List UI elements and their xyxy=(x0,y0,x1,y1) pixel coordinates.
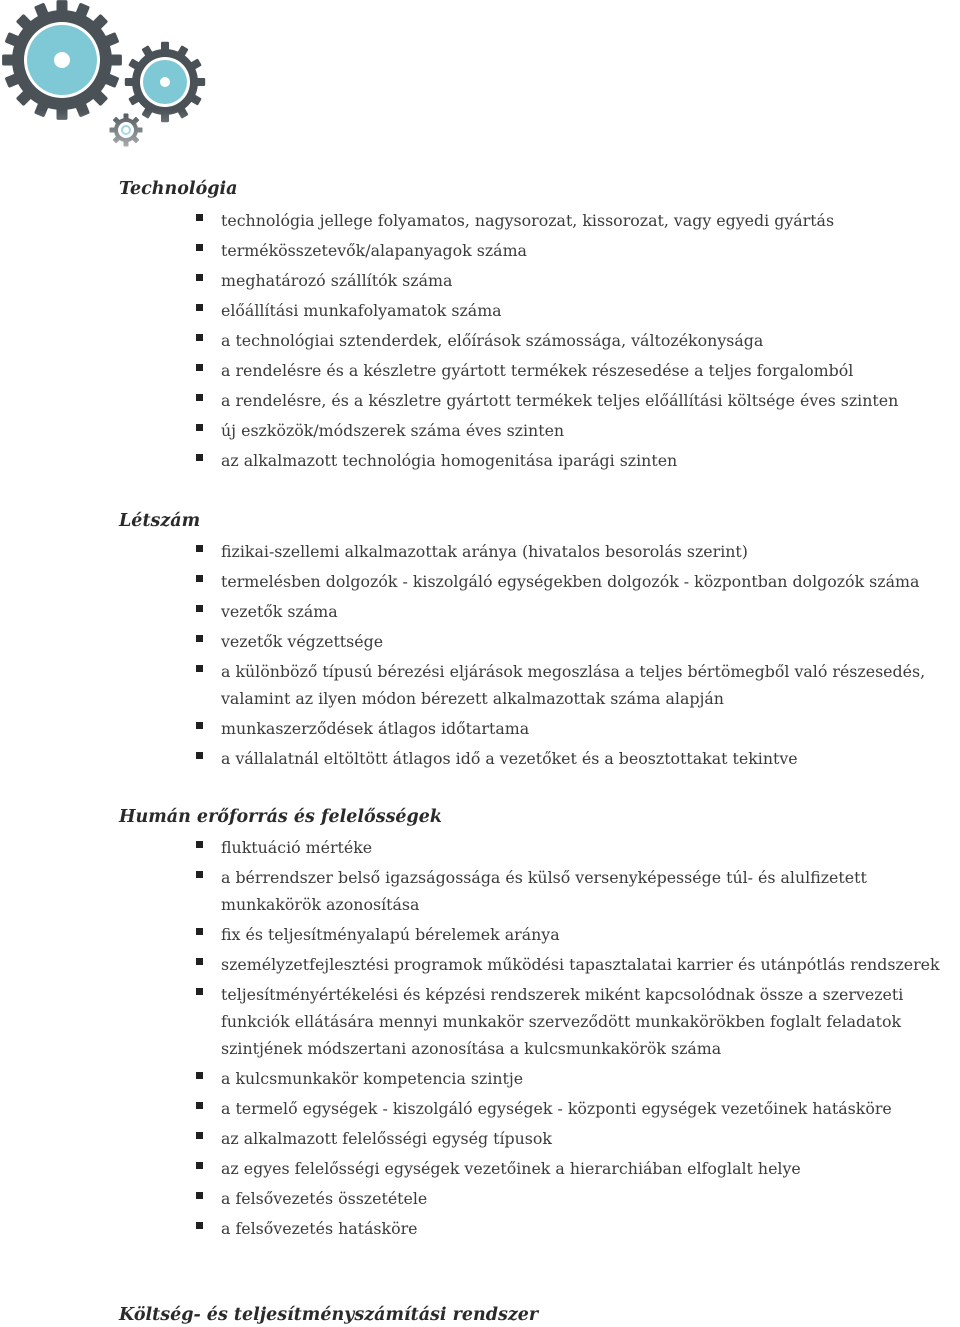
square-bullet-icon xyxy=(196,1162,203,1169)
square-bullet-icon xyxy=(196,575,203,582)
square-bullet-icon xyxy=(196,722,203,729)
list-item: fluktuáció mértéke xyxy=(194,834,960,861)
section-heading-koltseg: Költség- és teljesítményszámítási rendszer xyxy=(119,1305,539,1325)
square-bullet-icon xyxy=(196,244,203,251)
list-item: az alkalmazott technológia homogenitása iparági szinten xyxy=(194,447,960,474)
list-item: a különböző típusú bérezési eljárások megoszlása a teljes bértömegből való részesedés, valamint az ilyen módon bérezett alkalmazottak száma alapján xyxy=(194,658,960,712)
square-bullet-icon xyxy=(196,928,203,935)
list-item: a rendelésre, és a készletre gyártott termékek teljes előállítási költsége éves szinten xyxy=(194,387,960,414)
square-bullet-icon xyxy=(196,1132,203,1139)
list-item: vezetők végzettsége xyxy=(194,628,960,655)
list-item: teljesítményértékelési és képzési rendszerek miként kapcsolódnak össze a szervezeti funkciók ellátására mennyi munkakör szerveződött munkakörökben foglalt feladatok szintjének módszertani azonosítása a kulcsmunkakörök száma xyxy=(194,981,960,1062)
list-item: a kulcsmunkakör kompetencia szintje xyxy=(194,1065,960,1092)
list-item: személyzetfejlesztési programok működési tapasztalatai karrier és utánpótlás rendszerek xyxy=(194,951,960,978)
square-bullet-icon xyxy=(196,1222,203,1229)
list-item: termékösszetevők/alapanyagok száma xyxy=(194,237,960,264)
square-bullet-icon xyxy=(196,1192,203,1199)
list-item: a felsővezetés hatásköre xyxy=(194,1215,960,1242)
square-bullet-icon xyxy=(196,958,203,965)
square-bullet-icon xyxy=(196,364,203,371)
technologia-list xyxy=(194,207,960,474)
list-item: vezetők száma xyxy=(194,598,960,625)
list-item: új eszközök/módszerek száma éves szinten xyxy=(194,417,960,444)
list-item: a rendelésre és a készletre gyártott termékek részesedése a teljes forgalomból xyxy=(194,357,960,384)
list-item: a technológiai sztenderdek, előírások számossága, változékonysága xyxy=(194,327,960,354)
square-bullet-icon xyxy=(196,394,203,401)
square-bullet-icon xyxy=(196,545,203,552)
list-item: a felsővezetés összetétele xyxy=(194,1185,960,1212)
square-bullet-icon xyxy=(196,665,203,672)
square-bullet-icon xyxy=(196,274,203,281)
list-item: a termelő egységek - kiszolgáló egységek - központi egységek vezetőinek hatásköre xyxy=(194,1095,960,1122)
section-heading-technologia: Technológia xyxy=(119,179,238,199)
square-bullet-icon xyxy=(196,424,203,431)
square-bullet-icon xyxy=(196,752,203,759)
human-eroforras-list xyxy=(194,834,960,1242)
list-item: előállítási munkafolyamatok száma xyxy=(194,297,960,324)
section-heading-letszam: Létszám xyxy=(119,511,201,531)
list-item: meghatározó szállítók száma xyxy=(194,267,960,294)
square-bullet-icon xyxy=(196,454,203,461)
square-bullet-icon xyxy=(196,1102,203,1109)
list-item: fix és teljesítményalapú bérelemek aránya xyxy=(194,921,960,948)
square-bullet-icon xyxy=(196,1072,203,1079)
square-bullet-icon xyxy=(196,304,203,311)
gear-icon xyxy=(2,0,122,120)
letszam-list xyxy=(194,538,960,772)
list-item: technológia jellege folyamatos, nagysorozat, kissorozat, vagy egyedi gyártás xyxy=(194,207,960,234)
square-bullet-icon xyxy=(196,635,203,642)
square-bullet-icon xyxy=(196,871,203,878)
list-item: az egyes felelősségi egységek vezetőinek a hierarchiában elfoglalt helye xyxy=(194,1155,960,1182)
list-item: az alkalmazott felelősségi egység típusok xyxy=(194,1125,960,1152)
square-bullet-icon xyxy=(196,841,203,848)
list-item: fizikai-szellemi alkalmazottak aránya (hivatalos besorolás szerint) xyxy=(194,538,960,565)
list-item: a bérrendszer belső igazságossága és külső versenyképessége túl- és alulfizetett munkakörök azonosítása xyxy=(194,864,960,918)
square-bullet-icon xyxy=(196,605,203,612)
list-item: a vállalatnál eltöltött átlagos idő a vezetőket és a beosztottakat tekintve xyxy=(194,745,960,772)
list-item: munkaszerződések átlagos időtartama xyxy=(194,715,960,742)
square-bullet-icon xyxy=(196,334,203,341)
section-heading-human-eroforras: Humán erőforrás és felelősségek xyxy=(119,807,443,827)
square-bullet-icon xyxy=(196,988,203,995)
gears-logo-icon xyxy=(0,0,240,180)
square-bullet-icon xyxy=(196,214,203,221)
list-item: termelésben dolgozók - kiszolgáló egységekben dolgozók - központban dolgozók száma xyxy=(194,568,960,595)
